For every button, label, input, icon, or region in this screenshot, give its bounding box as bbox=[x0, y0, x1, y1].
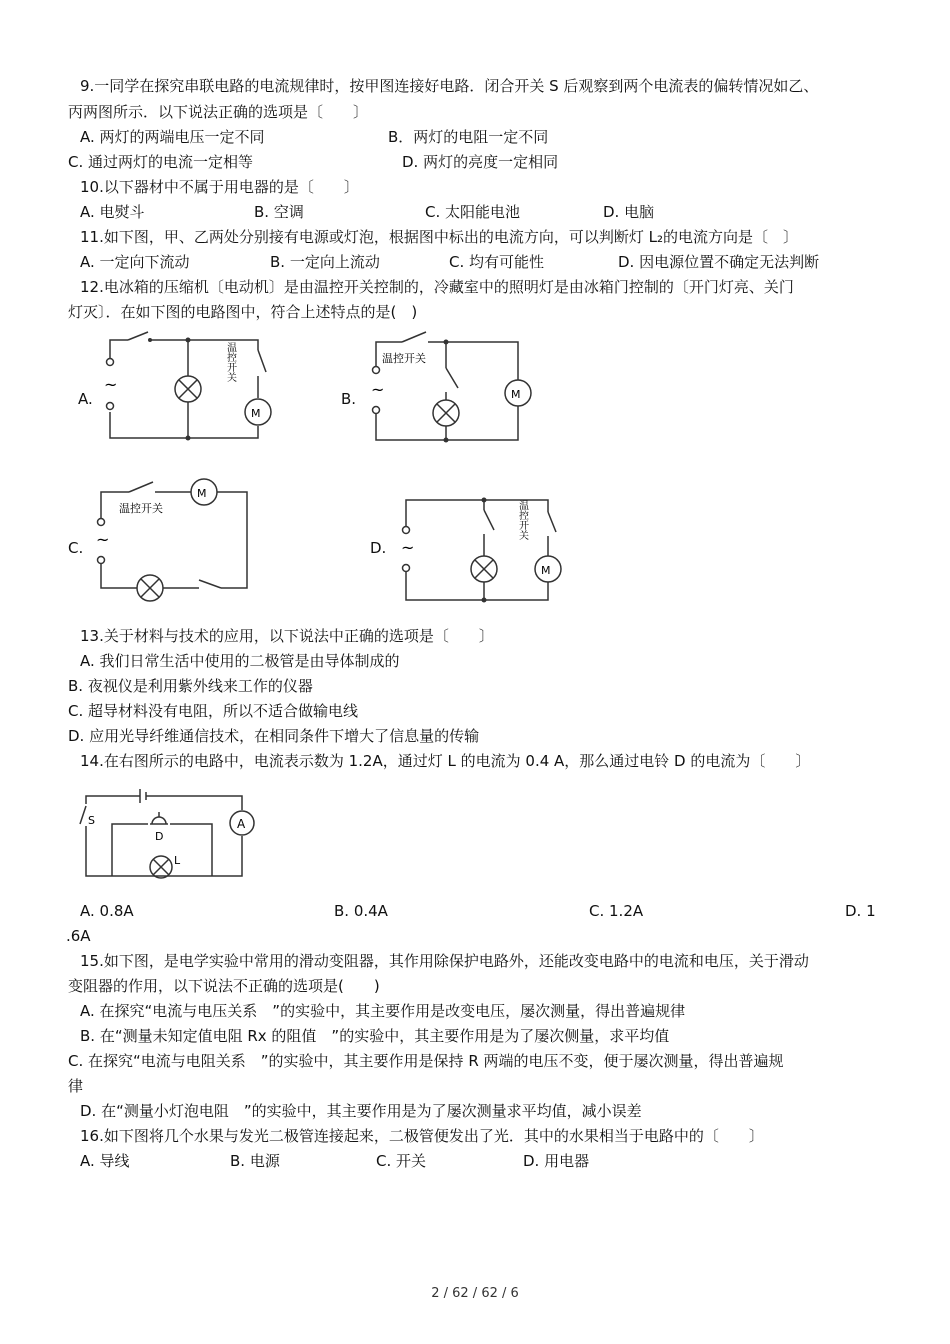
q10-option-a: A. 电熨斗 bbox=[80, 203, 145, 221]
q12-circuit-a bbox=[100, 330, 280, 445]
q12-option-c-label: C. bbox=[68, 539, 84, 557]
q12-option-b-label: B. bbox=[341, 390, 357, 408]
q12-circuit-c bbox=[95, 480, 255, 605]
q9-stem-line1: 9.一同学在探究串联电路的电流规律时，按甲图连接好电路．闭合开关 S 后观察到两个电流表的偏转情况如乙、 bbox=[80, 77, 819, 95]
q15-option-a: A. 在探究“电流与电压关系 ”的实验中，其主要作用是改变电压，屡次测量，得出普遍规律 bbox=[80, 1002, 686, 1020]
q10-option-b: B. 空调 bbox=[254, 203, 304, 221]
q12-d-ac-symbol: ~ bbox=[401, 538, 415, 557]
page-footer: 2 / 62 / 62 / 6 bbox=[431, 1286, 519, 1301]
q11-option-a: A. 一定向下流动 bbox=[80, 253, 190, 271]
q16-option-a: A. 导线 bbox=[80, 1152, 130, 1170]
q14-option-c: C. 1.2A bbox=[589, 902, 644, 920]
q14-option-b: B. 0.4A bbox=[334, 902, 388, 920]
q13-option-b: B. 夜视仪是利用紫外线来工作的仪器 bbox=[68, 677, 313, 695]
q12-a-motor-label: M bbox=[251, 407, 261, 420]
q12-circuit-d bbox=[398, 488, 568, 606]
q15-option-d: D. 在“测量小灯泡电阻 ”的实验中，其主要作用是为了屡次测量求平均值，减小误差 bbox=[80, 1102, 642, 1120]
q10-option-d: D. 电脑 bbox=[603, 203, 655, 221]
q11-option-b: B. 一定向上流动 bbox=[270, 253, 380, 271]
q14-switch-s-label: S bbox=[88, 814, 95, 827]
q15-stem-line1: 15.如下图，是电学实验中常用的滑动变阻器，其作用除保护电路外，还能改变电路中的电流和电压，关于滑动 bbox=[80, 952, 809, 970]
q12-circuit-b bbox=[368, 328, 528, 446]
q14-option-a: A. 0.8A bbox=[80, 902, 134, 920]
q12-stem-line1: 12.电冰箱的压缩机〔电动机〕是由温控开关控制的，冷藏室中的照明灯是由冰箱门控制的〔开门灯亮、关门 bbox=[80, 278, 794, 296]
q12-b-ac-symbol: ~ bbox=[371, 380, 385, 399]
q14-stem: 14.在右图所示的电路中，电流表示数为 1.2A，通过灯 L 的电流为 0.4 A，那么通过电铃 D 的电流为〔 〕 bbox=[80, 752, 811, 770]
q9-option-a: A. 两灯的两端电压一定不同 bbox=[80, 128, 265, 146]
q14-ammeter-label: A bbox=[237, 817, 246, 831]
q13-stem: 13.关于材料与技术的应用，以下说法中正确的选项是〔 〕 bbox=[80, 627, 494, 645]
q14-option-d: D. 1 bbox=[845, 902, 876, 920]
q14-option-d-continued: .6A bbox=[66, 927, 91, 945]
q11-stem: 11.如下图，甲、乙两处分别接有电源或灯泡，根据图中标出的电流方向，可以判断灯 L₂的电流方向是〔 〕 bbox=[80, 228, 798, 246]
q16-option-d: D. 用电器 bbox=[523, 1152, 590, 1170]
q10-option-c: C. 太阳能电池 bbox=[425, 203, 521, 221]
q12-d-thermo-switch-label: 温控开关 bbox=[516, 500, 528, 540]
q12-d-motor-label: M bbox=[541, 564, 551, 577]
q13-option-d: D. 应用光导纤维通信技术，在相同条件下增大了信息量的传输 bbox=[68, 727, 480, 745]
q12-b-motor-label: M bbox=[511, 388, 521, 401]
q14-bell-d-label: D bbox=[155, 830, 164, 843]
q9-option-c: C. 通过两灯的电流一定相等 bbox=[68, 153, 254, 171]
q15-stem-line2: 变阻器的作用，以下说法不正确的选项是( ) bbox=[68, 977, 380, 995]
q12-c-motor-label: M bbox=[197, 487, 207, 500]
q15-option-c: C. 在探究“电流与电阻关系 ”的实验中，其主要作用是保持 R 两端的电压不变，便于屡次测量，得出普遍规 bbox=[68, 1052, 784, 1070]
q12-option-a-label: A. bbox=[78, 390, 93, 408]
q12-c-ac-symbol: ~ bbox=[96, 530, 110, 549]
q12-c-thermo-switch-label: 温控开关 bbox=[119, 502, 163, 515]
q14-lamp-l-label: L bbox=[174, 854, 181, 867]
q12-b-thermo-switch-label: 温控开关 bbox=[382, 352, 426, 365]
q16-stem: 16.如下图将几个水果与发光二极管连接起来，二极管便发出了光．其中的水果相当于电路中的〔 〕 bbox=[80, 1127, 764, 1145]
q12-a-thermo-switch-label: 温控开关 bbox=[224, 342, 236, 382]
q12-stem-line2: 灯灭〕．在如下图的电路图中，符合上述特点的是( ) bbox=[68, 303, 418, 321]
q14-circuit bbox=[78, 784, 258, 882]
q12-option-d-label: D. bbox=[370, 539, 387, 557]
q13-option-a: A. 我们日常生活中使用的二极管是由导体制成的 bbox=[80, 652, 400, 670]
q16-option-c: C. 开关 bbox=[376, 1152, 427, 1170]
q9-stem-line2: 丙两图所示．以下说法正确的选项是〔 〕 bbox=[68, 103, 369, 121]
q11-option-d: D. 因电源位置不确定无法判断 bbox=[618, 253, 820, 271]
q11-option-c: C. 均有可能性 bbox=[449, 253, 545, 271]
q15-option-b: B. 在“测量未知定值电阻 Rx 的阻值 ”的实验中，其主要作用是为了屡次侧量，求平均值 bbox=[80, 1027, 670, 1045]
q12-a-ac-symbol: ~ bbox=[104, 375, 118, 394]
q9-option-b: B．两灯的电阻一定不同 bbox=[388, 128, 549, 146]
q10-stem: 10.以下器材中不属于用电器的是〔 〕 bbox=[80, 178, 359, 196]
q9-option-d: D. 两灯的亮度一定相同 bbox=[402, 153, 559, 171]
q16-option-b: B. 电源 bbox=[230, 1152, 280, 1170]
q13-option-c: C. 超导材料没有电阻，所以不适合做输电线 bbox=[68, 702, 359, 720]
q15-option-c-continued: 律 bbox=[68, 1077, 84, 1095]
